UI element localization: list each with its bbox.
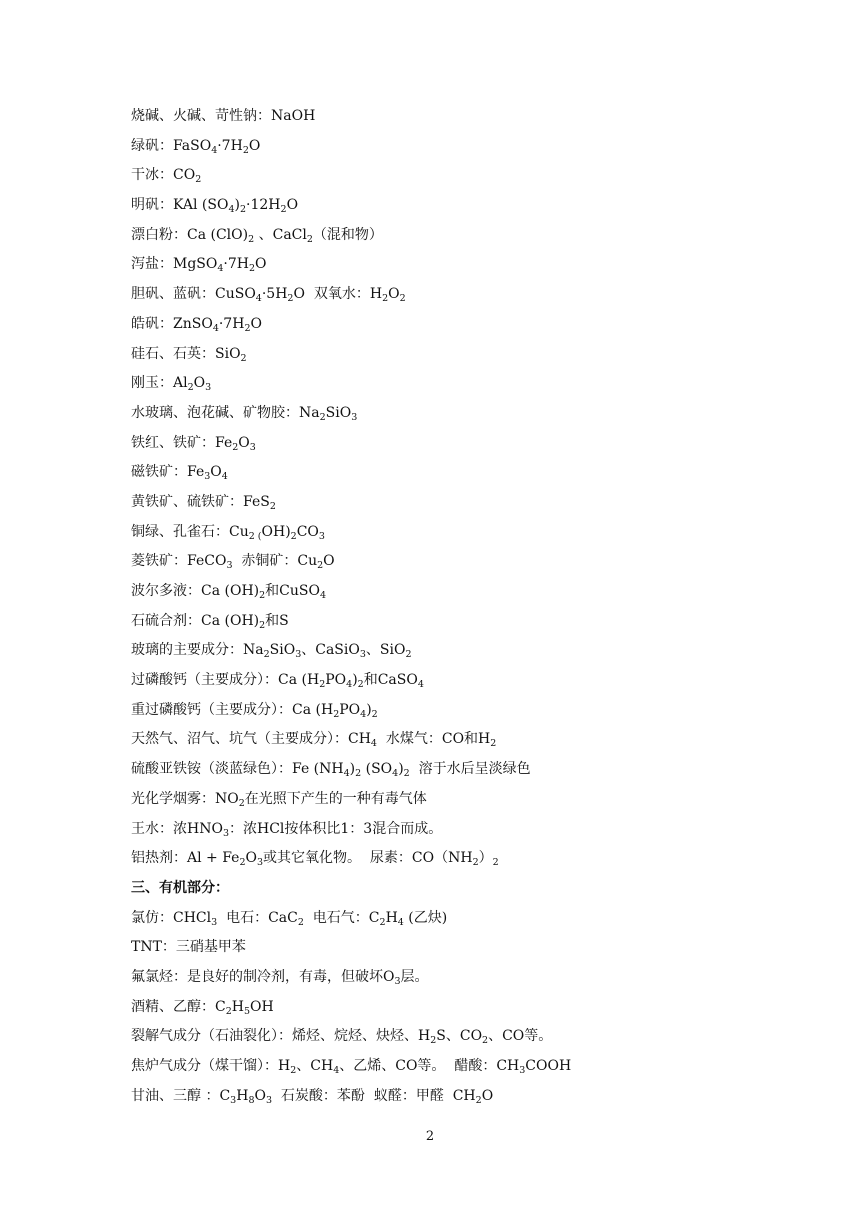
text-line: 水玻璃、泡花碱、矿物胶：$Na_2SiO_3$: [131, 404, 358, 423]
text-line: 氯仿：CHCl$_3$ 电石：CaC$_2$ 电石气：$C_2H_4$ (乙炔): [131, 909, 448, 928]
text-line: 天然气、沼气、坑气（主要成分）：$CH_4$ 水煤气：CO和$H_2$: [131, 731, 497, 750]
text-line: 磁铁矿：$Fe_3O_4$: [131, 464, 228, 483]
text-line: 烧碱、火碱、苛性钠：NaOH: [131, 108, 316, 124]
text-line: 干冰：$CO_2$: [131, 167, 202, 186]
text-line: 刚玉：$Al_2O_3$: [131, 375, 212, 394]
text-line: 胆矾、蓝矾：$CuSO_4\cdot 5H_2O$ 双氧水：$H_2O_2$: [131, 286, 406, 305]
text-line: 玻璃的主要成分：$Na_2SiO_3$、CaSiO$_3$、SiO$_2$: [131, 642, 412, 661]
text-line: 硅石、石英：SiO$_2$: [131, 345, 247, 364]
text-line: TNT：三硝基甲苯: [131, 939, 246, 956]
text-line: 铝热剂：$Al + Fe_2O_3$或其它氧化物。 尿素：$CO(NH_2)_2$: [131, 850, 499, 869]
text-line: 明矾：KAl $(SO_4)_2\cdot 12H_2O$: [131, 197, 299, 216]
text-line: 裂解气成分（石油裂化）：烯烃、烷烃、炔烃、$H_2S$、$CO_2$、CO等。: [131, 1028, 553, 1047]
text-line: 焦炉气成分（煤干馏）：$H_2$、$CH_4$、乙烯、CO等。 醋酸：$CH_3COOH$: [131, 1058, 572, 1076]
text-line: 泻盐：$MgSO_4\cdot 7H_2O$: [131, 256, 267, 275]
text-line: 黄铁矿、硫铁矿：FeS$_2$: [131, 493, 276, 512]
text-line: 漂白粉：Ca $(ClO)_2$ 、CaCl$_2$（混和物）: [131, 226, 383, 245]
page-number: 2: [425, 1129, 435, 1144]
text-line: 铁红、铁矿：$Fe_2O_3$: [131, 434, 256, 453]
text-line: 过磷酸钙（主要成分）：Ca $(H_2PO_4)_2$和CaSO$_4$: [131, 672, 424, 691]
text-line: 硫酸亚铁铵（淡蓝绿色）：Fe $(NH_4)_2$ $(SO_4)_2$ 溶于水后呈淡绿色: [131, 761, 531, 780]
text-line: 皓矾：$ZnSO_4\cdot 7H_2O$: [131, 315, 262, 334]
text-line: 石硫合剂：Ca $(OH)_2$和S: [131, 612, 289, 631]
document-body: [131, 102, 751, 1111]
section-heading: 三、有机部分：: [131, 879, 229, 896]
text-line: 重过磷酸钙（主要成分）：Ca $(H_2PO_4)_2$: [131, 701, 378, 720]
text-line: 氟氯烃：是良好的制冷剂，有毒，但破坏$O_3$层。: [131, 968, 429, 987]
text-line: 铜绿、孔雀石：$Cu_{2 (}OH)_2CO_3$: [131, 523, 325, 542]
text-line: 酒精、乙醇：$C_2H_5OH$: [131, 998, 274, 1017]
text-line: 光化学烟雾：$NO_2$在光照下产生的一种有毒气体: [131, 790, 427, 809]
text-line: 甘油、三醇 ：$C_3H_8O_3$ 石炭酸：苯酚 蚁醛：甲醛 $CH_2O$: [131, 1087, 494, 1106]
text-line: 菱铁矿：FeCO$_3$ 赤铜矿：$Cu_2O$: [131, 553, 335, 572]
text-line: 绿矾：$FaSO_4\cdot 7H_2O$: [131, 137, 261, 156]
text-line: 王水：浓$HNO_3$：浓HCl按体积比1：3混合而成。: [131, 820, 443, 839]
text-line: 波尔多液：Ca $(OH)_2$和CuSO$_4$: [131, 583, 327, 601]
